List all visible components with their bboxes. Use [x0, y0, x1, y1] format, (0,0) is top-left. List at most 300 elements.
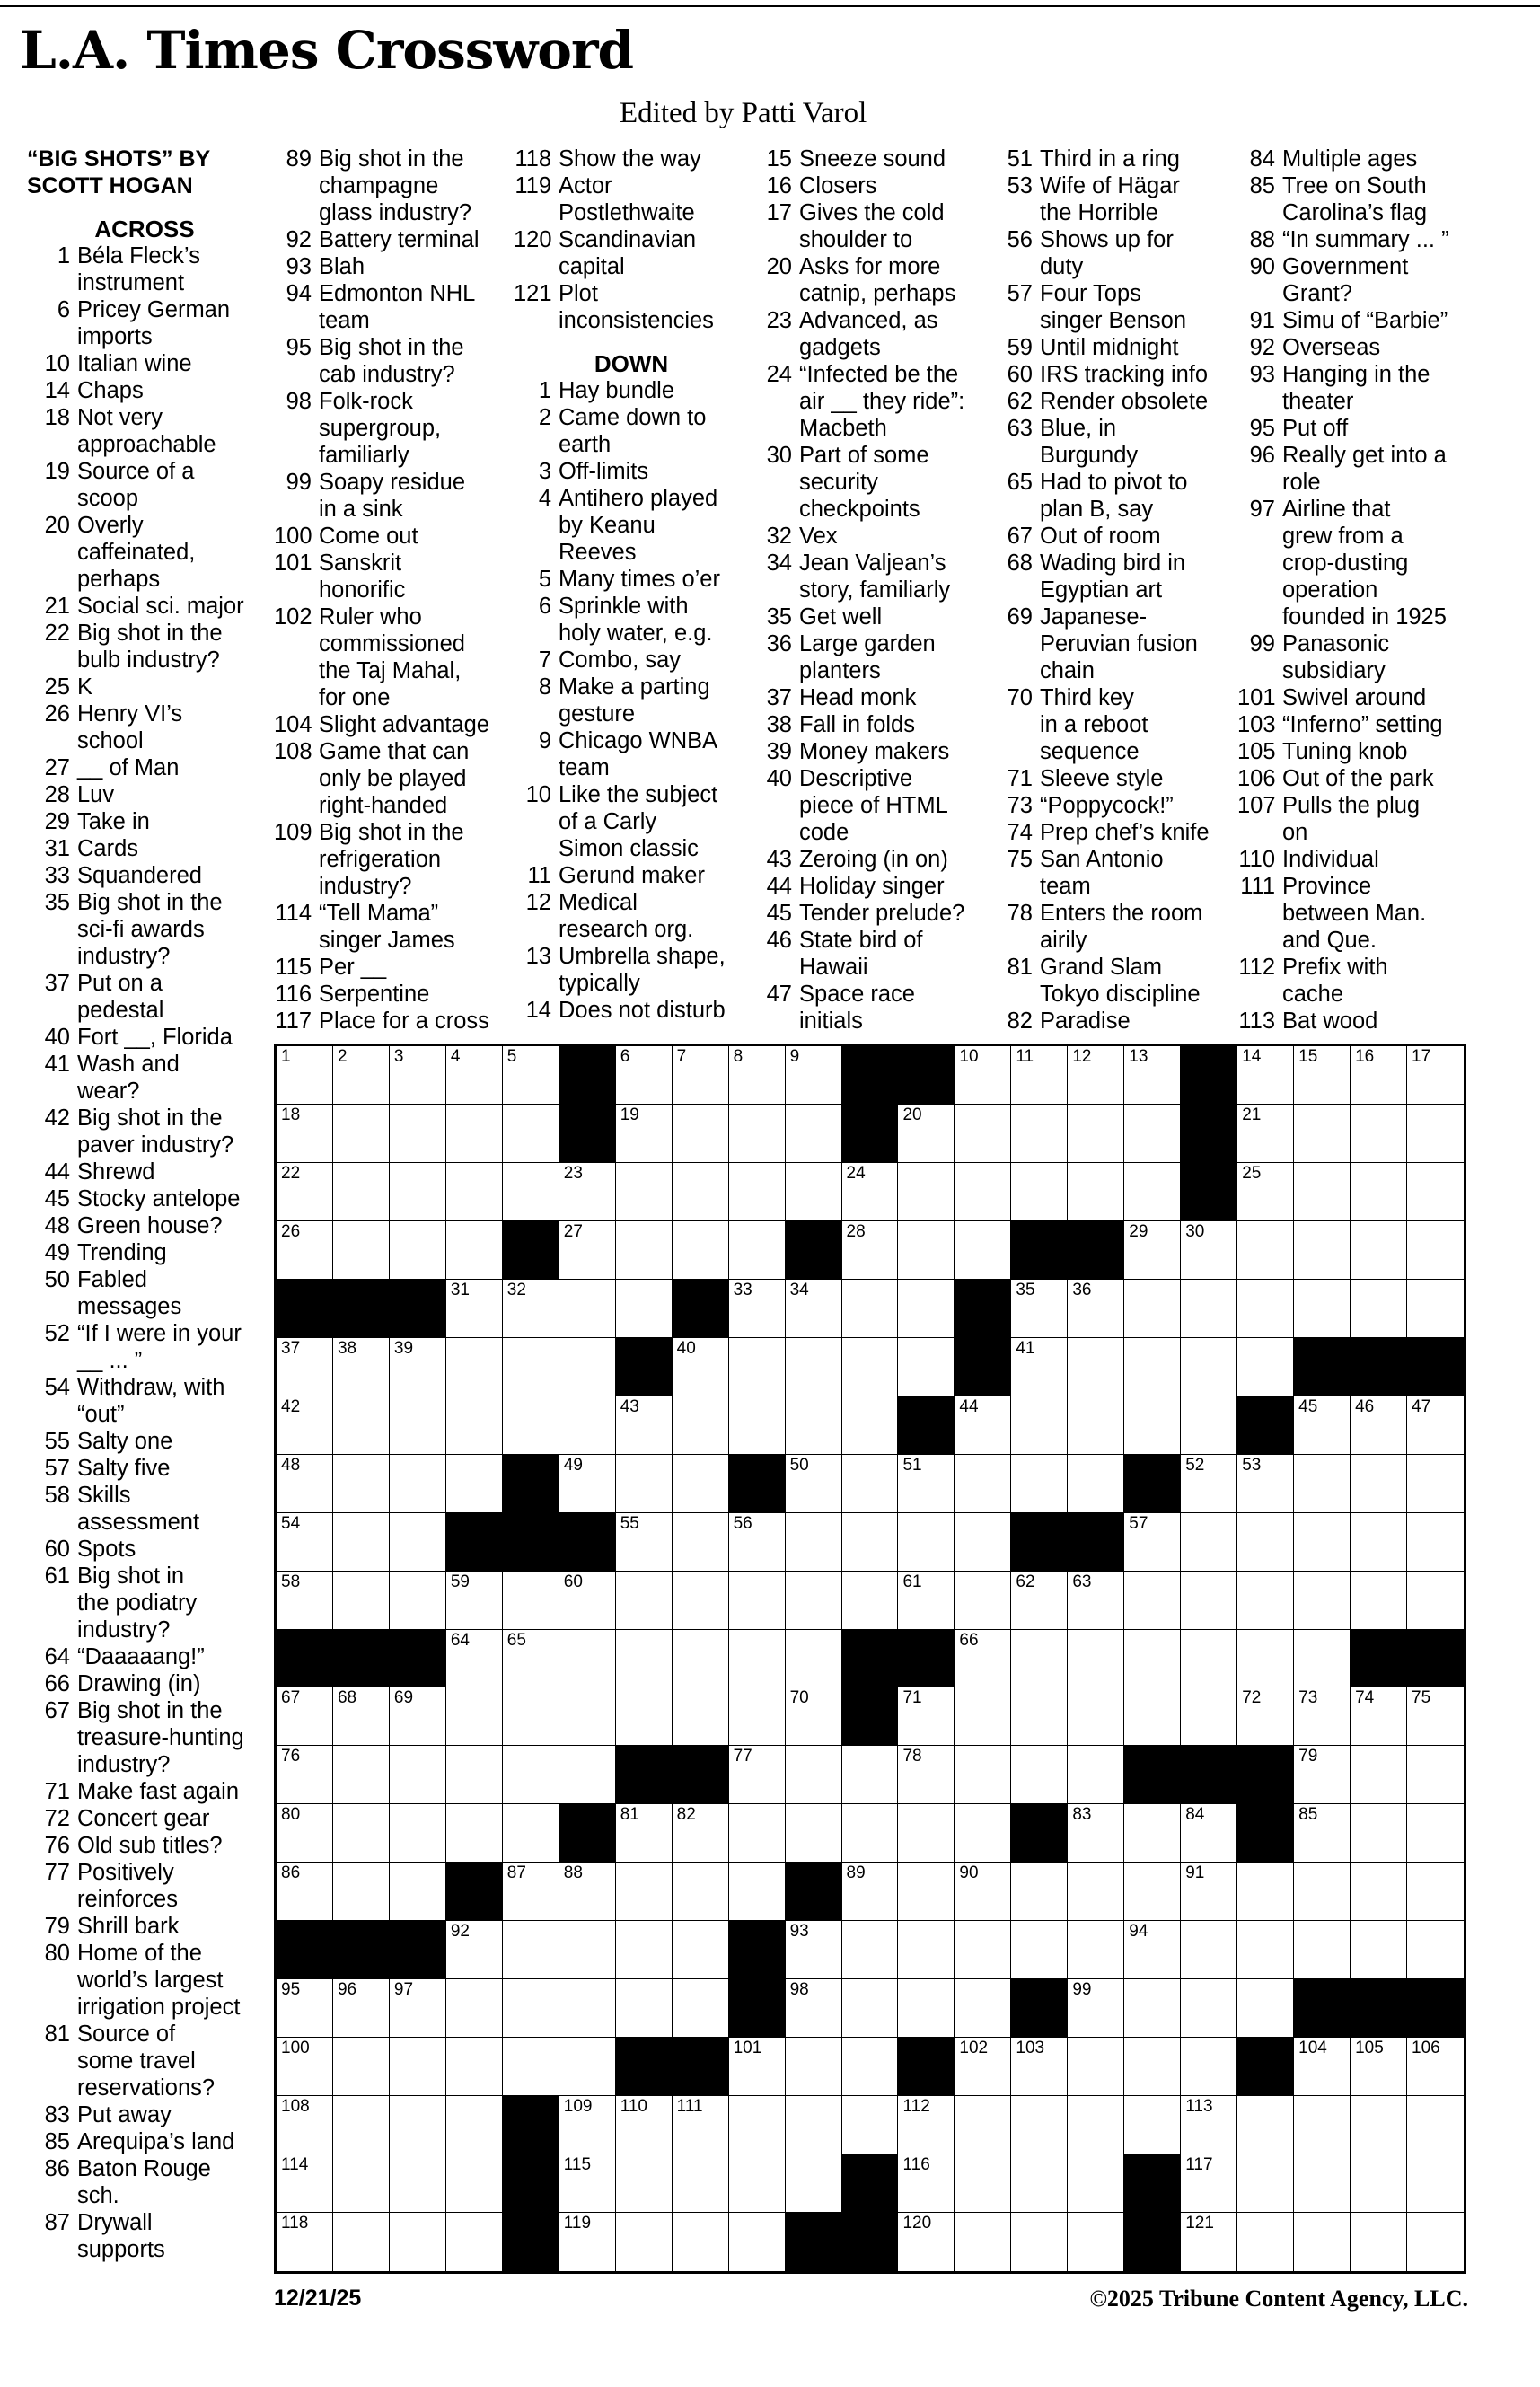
grid-cell[interactable] [1237, 1687, 1294, 1746]
grid-cell[interactable] [1407, 2213, 1464, 2271]
grid-cell[interactable] [1407, 2154, 1464, 2213]
grid-cell[interactable] [616, 1513, 673, 1572]
grid-cell[interactable] [955, 1921, 1011, 1979]
grid-cell[interactable] [1294, 1396, 1351, 1455]
grid-cell[interactable] [1294, 1630, 1351, 1688]
grid-cell[interactable] [277, 2154, 333, 2213]
grid-cell[interactable] [1294, 1921, 1351, 1979]
grid-cell[interactable] [898, 2154, 955, 2213]
grid-cell[interactable] [333, 1746, 390, 1804]
grid-cell[interactable] [1294, 1046, 1351, 1105]
grid-cell[interactable] [446, 2154, 503, 2213]
grid-cell[interactable] [1237, 1572, 1294, 1630]
grid-cell[interactable] [1011, 1396, 1068, 1455]
grid-cell[interactable] [1407, 1687, 1464, 1746]
grid-cell[interactable] [1181, 1221, 1237, 1280]
grid-cell[interactable] [559, 2038, 616, 2096]
grid-cell[interactable] [446, 1687, 503, 1746]
grid-cell[interactable] [503, 1338, 559, 1396]
grid-cell[interactable] [1068, 1105, 1124, 1163]
grid-cell[interactable] [898, 1513, 955, 1572]
grid-cell[interactable] [333, 1513, 390, 1572]
grid-cell[interactable] [1124, 1280, 1181, 1338]
grid-cell[interactable] [1294, 1746, 1351, 1804]
grid-cell[interactable] [333, 1455, 390, 1513]
grid-cell[interactable] [1407, 1105, 1464, 1163]
grid-cell[interactable] [729, 1163, 786, 1221]
grid-cell[interactable] [1351, 1921, 1407, 1979]
grid-cell[interactable] [1407, 1804, 1464, 1863]
grid-cell[interactable] [1181, 1572, 1237, 1630]
grid-cell[interactable] [1407, 1513, 1464, 1572]
grid-cell[interactable] [673, 1979, 729, 2038]
grid-cell[interactable] [1237, 1921, 1294, 1979]
grid-cell[interactable] [1011, 1338, 1068, 1396]
grid-cell[interactable] [333, 1221, 390, 1280]
grid-cell[interactable] [1351, 1163, 1407, 1221]
grid-cell[interactable] [277, 1338, 333, 1396]
grid-cell[interactable] [1294, 2096, 1351, 2154]
grid-cell[interactable] [559, 1687, 616, 1746]
grid-cell[interactable] [559, 1921, 616, 1979]
grid-cell[interactable] [673, 1863, 729, 1921]
grid-cell[interactable] [786, 1746, 842, 1804]
grid-cell[interactable] [616, 1046, 673, 1105]
grid-cell[interactable] [1181, 1687, 1237, 1746]
grid-cell[interactable] [616, 1455, 673, 1513]
grid-cell[interactable] [616, 1572, 673, 1630]
grid-cell[interactable] [1011, 2154, 1068, 2213]
grid-cell[interactable] [503, 1979, 559, 2038]
grid-cell[interactable] [1124, 1513, 1181, 1572]
grid-cell[interactable] [1237, 1280, 1294, 1338]
grid-cell[interactable] [333, 1863, 390, 1921]
grid-cell[interactable] [786, 2096, 842, 2154]
grid-cell[interactable] [277, 1455, 333, 1513]
grid-cell[interactable] [503, 1280, 559, 1338]
grid-cell[interactable] [1294, 1105, 1351, 1163]
grid-cell[interactable] [729, 1338, 786, 1396]
grid-cell[interactable] [1068, 1979, 1124, 2038]
grid-cell[interactable] [786, 1979, 842, 2038]
grid-cell[interactable] [1294, 2038, 1351, 2096]
grid-cell[interactable] [333, 1687, 390, 1746]
grid-cell[interactable] [277, 1979, 333, 2038]
grid-cell[interactable] [786, 1163, 842, 1221]
grid-cell[interactable] [1407, 1746, 1464, 1804]
grid-cell[interactable] [955, 2154, 1011, 2213]
grid-cell[interactable] [955, 1455, 1011, 1513]
grid-cell[interactable] [673, 1921, 729, 1979]
grid-cell[interactable] [1124, 2096, 1181, 2154]
grid-cell[interactable] [1351, 1105, 1407, 1163]
grid-cell[interactable] [559, 1979, 616, 2038]
grid-cell[interactable] [446, 1163, 503, 1221]
grid-cell[interactable] [842, 1979, 899, 2038]
grid-cell[interactable] [616, 1221, 673, 1280]
grid-cell[interactable] [559, 2096, 616, 2154]
grid-cell[interactable] [616, 1396, 673, 1455]
grid-cell[interactable] [1407, 2038, 1464, 2096]
grid-cell[interactable] [616, 1979, 673, 2038]
grid-cell[interactable] [1181, 2096, 1237, 2154]
grid-cell[interactable] [1181, 1396, 1237, 1455]
grid-cell[interactable] [729, 1687, 786, 1746]
grid-cell[interactable] [1181, 2038, 1237, 2096]
grid-cell[interactable] [1068, 1455, 1124, 1513]
grid-cell[interactable] [729, 1046, 786, 1105]
grid-cell[interactable] [616, 1804, 673, 1863]
grid-cell[interactable] [729, 1221, 786, 1280]
grid-cell[interactable] [1124, 1630, 1181, 1688]
grid-cell[interactable] [1124, 1979, 1181, 2038]
grid-cell[interactable] [446, 1921, 503, 1979]
grid-cell[interactable] [390, 1863, 446, 1921]
grid-cell[interactable] [503, 1105, 559, 1163]
grid-cell[interactable] [786, 1280, 842, 1338]
grid-cell[interactable] [955, 1572, 1011, 1630]
grid-cell[interactable] [673, 1163, 729, 1221]
grid-cell[interactable] [1011, 1921, 1068, 1979]
grid-cell[interactable] [333, 1163, 390, 1221]
grid-cell[interactable] [277, 1863, 333, 1921]
grid-cell[interactable] [1294, 1863, 1351, 1921]
grid-cell[interactable] [898, 1804, 955, 1863]
grid-cell[interactable] [277, 2038, 333, 2096]
grid-cell[interactable] [1124, 1221, 1181, 1280]
grid-cell[interactable] [898, 1863, 955, 1921]
grid-cell[interactable] [446, 1046, 503, 1105]
grid-cell[interactable] [1407, 1863, 1464, 1921]
grid-cell[interactable] [673, 1687, 729, 1746]
grid-cell[interactable] [1407, 1572, 1464, 1630]
grid-cell[interactable] [786, 1338, 842, 1396]
grid-cell[interactable] [898, 2213, 955, 2271]
grid-cell[interactable] [277, 1105, 333, 1163]
grid-cell[interactable] [1237, 1979, 1294, 2038]
grid-cell[interactable] [1011, 1863, 1068, 1921]
grid-cell[interactable] [503, 1746, 559, 1804]
grid-cell[interactable] [390, 1163, 446, 1221]
grid-cell[interactable] [1237, 2154, 1294, 2213]
grid-cell[interactable] [1068, 1046, 1124, 1105]
grid-cell[interactable] [446, 1746, 503, 1804]
grid-cell[interactable] [446, 1455, 503, 1513]
grid-cell[interactable] [277, 1163, 333, 1221]
grid-cell[interactable] [729, 1280, 786, 1338]
grid-cell[interactable] [842, 1921, 899, 1979]
grid-cell[interactable] [1068, 1338, 1124, 1396]
grid-cell[interactable] [955, 1687, 1011, 1746]
grid-cell[interactable] [559, 1630, 616, 1688]
grid-cell[interactable] [898, 1687, 955, 1746]
grid-cell[interactable] [333, 2213, 390, 2271]
grid-cell[interactable] [842, 1396, 899, 1455]
grid-cell[interactable] [616, 1630, 673, 1688]
grid-cell[interactable] [390, 1804, 446, 1863]
grid-cell[interactable] [1351, 1396, 1407, 1455]
grid-cell[interactable] [503, 1572, 559, 1630]
grid-cell[interactable] [1011, 1630, 1068, 1688]
grid-cell[interactable] [559, 1746, 616, 1804]
grid-cell[interactable] [333, 1396, 390, 1455]
grid-cell[interactable] [390, 1979, 446, 2038]
grid-cell[interactable] [955, 1630, 1011, 1688]
grid-cell[interactable] [729, 1105, 786, 1163]
grid-cell[interactable] [390, 1338, 446, 1396]
grid-cell[interactable] [898, 1338, 955, 1396]
grid-cell[interactable] [842, 1338, 899, 1396]
grid-cell[interactable] [503, 1921, 559, 1979]
grid-cell[interactable] [1351, 1572, 1407, 1630]
grid-cell[interactable] [1237, 1046, 1294, 1105]
grid-cell[interactable] [673, 1105, 729, 1163]
grid-cell[interactable] [1351, 2096, 1407, 2154]
grid-cell[interactable] [1237, 1513, 1294, 1572]
grid-cell[interactable] [842, 1280, 899, 1338]
grid-cell[interactable] [1068, 1630, 1124, 1688]
grid-cell[interactable] [1124, 1804, 1181, 1863]
grid-cell[interactable] [1068, 2213, 1124, 2271]
grid-cell[interactable] [729, 2096, 786, 2154]
grid-cell[interactable] [1181, 1979, 1237, 2038]
grid-cell[interactable] [786, 1804, 842, 1863]
grid-cell[interactable] [786, 1046, 842, 1105]
grid-cell[interactable] [729, 1396, 786, 1455]
grid-cell[interactable] [503, 1863, 559, 1921]
grid-cell[interactable] [333, 1572, 390, 1630]
grid-cell[interactable] [1181, 1338, 1237, 1396]
grid-cell[interactable] [446, 1630, 503, 1688]
grid-cell[interactable] [446, 2038, 503, 2096]
grid-cell[interactable] [333, 1105, 390, 1163]
grid-cell[interactable] [277, 1046, 333, 1105]
grid-cell[interactable] [673, 1221, 729, 1280]
grid-cell[interactable] [333, 1979, 390, 2038]
grid-cell[interactable] [1011, 1687, 1068, 1746]
grid-cell[interactable] [1407, 1163, 1464, 1221]
grid-cell[interactable] [277, 1746, 333, 1804]
grid-cell[interactable] [1294, 1163, 1351, 1221]
grid-cell[interactable] [955, 1979, 1011, 2038]
grid-cell[interactable] [955, 1163, 1011, 1221]
grid-cell[interactable] [503, 2038, 559, 2096]
grid-cell[interactable] [277, 1396, 333, 1455]
grid-cell[interactable] [1294, 2213, 1351, 2271]
grid-cell[interactable] [673, 2154, 729, 2213]
grid-cell[interactable] [1351, 2154, 1407, 2213]
grid-cell[interactable] [503, 1804, 559, 1863]
grid-cell[interactable] [673, 1046, 729, 1105]
grid-cell[interactable] [616, 1863, 673, 1921]
grid-cell[interactable] [786, 2038, 842, 2096]
grid-cell[interactable] [842, 1863, 899, 1921]
grid-cell[interactable] [1068, 1572, 1124, 1630]
grid-cell[interactable] [390, 1396, 446, 1455]
grid-cell[interactable] [1068, 2154, 1124, 2213]
grid-cell[interactable] [673, 1630, 729, 1688]
grid-cell[interactable] [673, 2096, 729, 2154]
grid-cell[interactable] [616, 1921, 673, 1979]
grid-cell[interactable] [1124, 1046, 1181, 1105]
grid-cell[interactable] [446, 1979, 503, 2038]
grid-cell[interactable] [1351, 2213, 1407, 2271]
grid-cell[interactable] [390, 1046, 446, 1105]
grid-cell[interactable] [955, 1221, 1011, 1280]
grid-cell[interactable] [1181, 1921, 1237, 1979]
grid-cell[interactable] [898, 1979, 955, 2038]
grid-cell[interactable] [729, 1746, 786, 1804]
grid-cell[interactable] [898, 1221, 955, 1280]
grid-cell[interactable] [1068, 1280, 1124, 1338]
grid-cell[interactable] [446, 1338, 503, 1396]
grid-cell[interactable] [1407, 2096, 1464, 2154]
grid-cell[interactable] [1407, 1455, 1464, 1513]
grid-cell[interactable] [503, 1046, 559, 1105]
grid-cell[interactable] [729, 2213, 786, 2271]
grid-cell[interactable] [390, 2154, 446, 2213]
grid-cell[interactable] [786, 1396, 842, 1455]
grid-cell[interactable] [390, 1746, 446, 1804]
grid-cell[interactable] [898, 1921, 955, 1979]
grid-cell[interactable] [503, 1630, 559, 1688]
grid-cell[interactable] [446, 1280, 503, 1338]
grid-cell[interactable] [955, 2096, 1011, 2154]
grid-cell[interactable] [559, 1280, 616, 1338]
grid-cell[interactable] [446, 1396, 503, 1455]
grid-cell[interactable] [1351, 1280, 1407, 1338]
grid-cell[interactable] [559, 1338, 616, 1396]
grid-cell[interactable] [446, 1572, 503, 1630]
grid-cell[interactable] [277, 1572, 333, 1630]
grid-cell[interactable] [333, 2096, 390, 2154]
grid-cell[interactable] [1011, 1046, 1068, 1105]
grid-cell[interactable] [390, 1687, 446, 1746]
grid-cell[interactable] [1124, 1863, 1181, 1921]
grid-cell[interactable] [1294, 1280, 1351, 1338]
grid-cell[interactable] [616, 1280, 673, 1338]
grid-cell[interactable] [616, 2154, 673, 2213]
grid-cell[interactable] [898, 1163, 955, 1221]
grid-cell[interactable] [1011, 1163, 1068, 1221]
grid-cell[interactable] [1351, 1046, 1407, 1105]
grid-cell[interactable] [673, 1396, 729, 1455]
grid-cell[interactable] [955, 1863, 1011, 1921]
grid-cell[interactable] [1294, 1513, 1351, 1572]
grid-cell[interactable] [559, 1396, 616, 1455]
grid-cell[interactable] [333, 2038, 390, 2096]
grid-cell[interactable] [729, 1863, 786, 1921]
grid-cell[interactable] [673, 1338, 729, 1396]
grid-cell[interactable] [1068, 1921, 1124, 1979]
grid-cell[interactable] [1181, 2154, 1237, 2213]
grid-cell[interactable] [616, 2213, 673, 2271]
grid-cell[interactable] [955, 1046, 1011, 1105]
grid-cell[interactable] [1181, 1804, 1237, 1863]
grid-cell[interactable] [955, 1396, 1011, 1455]
grid-cell[interactable] [277, 2096, 333, 2154]
grid-cell[interactable] [559, 2154, 616, 2213]
grid-cell[interactable] [333, 2154, 390, 2213]
grid-cell[interactable] [1181, 1455, 1237, 1513]
grid-cell[interactable] [1068, 1804, 1124, 1863]
grid-cell[interactable] [1407, 1280, 1464, 1338]
grid-cell[interactable] [729, 1804, 786, 1863]
grid-cell[interactable] [1407, 1221, 1464, 1280]
grid-cell[interactable] [1068, 1687, 1124, 1746]
grid-cell[interactable] [1124, 2038, 1181, 2096]
grid-cell[interactable] [729, 1572, 786, 1630]
grid-cell[interactable] [390, 1572, 446, 1630]
grid-cell[interactable] [842, 1513, 899, 1572]
grid-cell[interactable] [1124, 1921, 1181, 1979]
grid-cell[interactable] [1407, 1046, 1464, 1105]
grid-cell[interactable] [1124, 1572, 1181, 1630]
grid-cell[interactable] [1124, 1105, 1181, 1163]
grid-cell[interactable] [786, 1572, 842, 1630]
grid-cell[interactable] [446, 2096, 503, 2154]
grid-cell[interactable] [729, 2038, 786, 2096]
grid-cell[interactable] [673, 2213, 729, 2271]
grid-cell[interactable] [673, 1513, 729, 1572]
grid-cell[interactable] [503, 1396, 559, 1455]
grid-cell[interactable] [503, 1687, 559, 1746]
grid-cell[interactable] [1181, 2213, 1237, 2271]
grid-cell[interactable] [1237, 1163, 1294, 1221]
grid-cell[interactable] [1237, 2213, 1294, 2271]
grid-cell[interactable] [955, 2038, 1011, 2096]
grid-cell[interactable] [955, 1105, 1011, 1163]
grid-cell[interactable] [955, 1513, 1011, 1572]
grid-cell[interactable] [277, 1804, 333, 1863]
grid-cell[interactable] [333, 1046, 390, 1105]
grid-cell[interactable] [1237, 1630, 1294, 1688]
grid-cell[interactable] [1351, 1863, 1407, 1921]
grid-cell[interactable] [1124, 1163, 1181, 1221]
grid-cell[interactable] [786, 2154, 842, 2213]
grid-cell[interactable] [446, 2213, 503, 2271]
grid-cell[interactable] [1407, 1921, 1464, 1979]
grid-cell[interactable] [390, 1221, 446, 1280]
grid-cell[interactable] [786, 1513, 842, 1572]
grid-cell[interactable] [1351, 1746, 1407, 1804]
grid-cell[interactable] [955, 1746, 1011, 1804]
grid-cell[interactable] [616, 1105, 673, 1163]
grid-cell[interactable] [673, 1804, 729, 1863]
grid-cell[interactable] [1294, 2154, 1351, 2213]
grid-cell[interactable] [616, 2096, 673, 2154]
grid-cell[interactable] [1124, 1338, 1181, 1396]
grid-cell[interactable] [842, 1455, 899, 1513]
grid-cell[interactable] [1294, 1687, 1351, 1746]
grid-cell[interactable] [1294, 1572, 1351, 1630]
grid-cell[interactable] [729, 1630, 786, 1688]
grid-cell[interactable] [1124, 1396, 1181, 1455]
grid-cell[interactable] [1237, 2096, 1294, 2154]
grid-cell[interactable] [390, 2096, 446, 2154]
grid-cell[interactable] [1011, 1455, 1068, 1513]
grid-cell[interactable] [1351, 1221, 1407, 1280]
grid-cell[interactable] [673, 1455, 729, 1513]
grid-cell[interactable] [898, 1455, 955, 1513]
grid-cell[interactable] [898, 1280, 955, 1338]
grid-cell[interactable] [1011, 1280, 1068, 1338]
grid-cell[interactable] [1294, 1804, 1351, 1863]
grid-cell[interactable] [842, 1746, 899, 1804]
grid-cell[interactable] [786, 1630, 842, 1688]
grid-cell[interactable] [1294, 1455, 1351, 1513]
grid-cell[interactable] [786, 1105, 842, 1163]
